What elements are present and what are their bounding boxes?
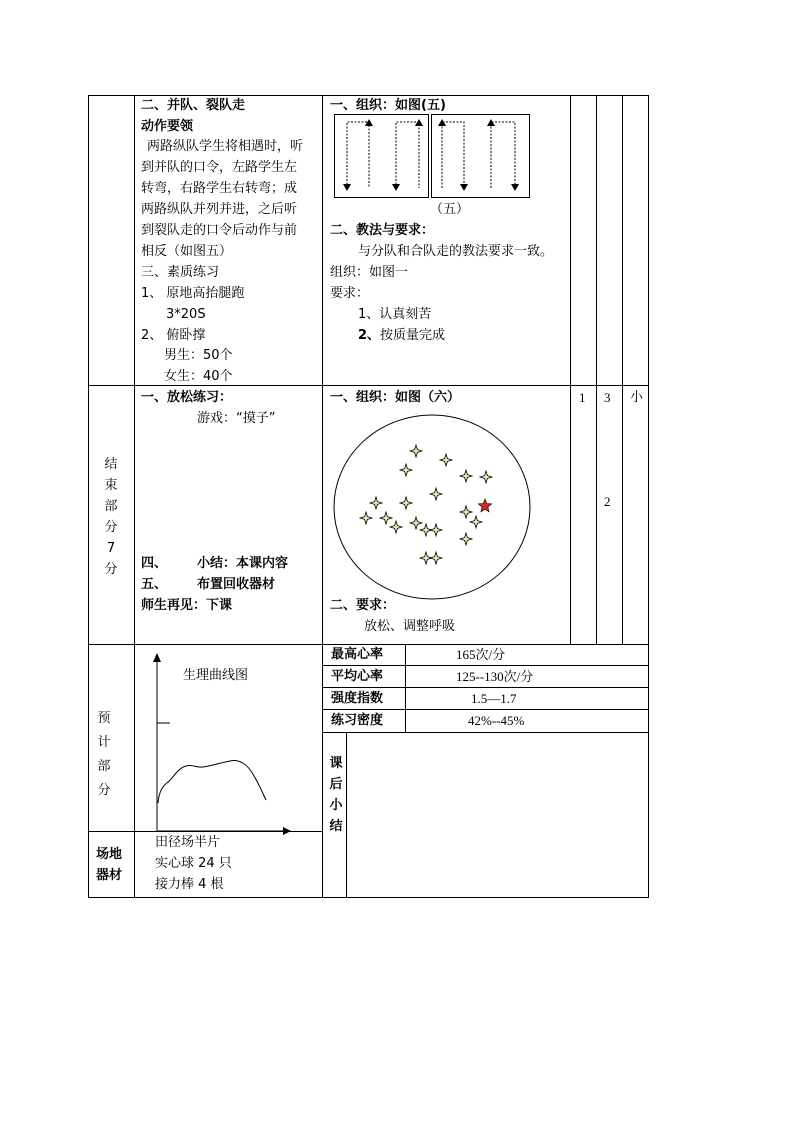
formation-figure-5 bbox=[334, 114, 530, 198]
student-marker-icon bbox=[400, 464, 412, 476]
chart-title: 生理曲线图 bbox=[183, 668, 249, 683]
stat-label-avg-hr: 平均心率 bbox=[331, 669, 384, 684]
drill-paragraph-line-2: 到并队的口令，左路学生左 bbox=[141, 160, 298, 175]
student-marker-icon bbox=[400, 497, 412, 509]
student-marker-icon bbox=[430, 488, 442, 500]
requirements-6-heading: 二、要求： bbox=[330, 598, 396, 613]
catcher-star-icon bbox=[478, 499, 491, 512]
estimate-label-char-4: 分 bbox=[97, 783, 111, 798]
col-a-value: 1 bbox=[579, 390, 586, 405]
equipment-label-line-1: 场地 bbox=[96, 847, 123, 862]
col-b-value-top: 3 bbox=[604, 390, 611, 405]
student-marker-icon bbox=[360, 512, 372, 524]
student-marker-icon bbox=[430, 524, 442, 536]
student-marker-icon bbox=[390, 521, 402, 533]
organization-6-heading: 一、组织：如图（六） bbox=[330, 390, 461, 405]
requirement-1: 1、认真刻苦 bbox=[358, 307, 432, 322]
requirement-2 bbox=[358, 326, 445, 346]
relax-game: 游戏：“摸子” bbox=[197, 411, 276, 426]
stats-line-2 bbox=[322, 687, 649, 688]
heart-rate-curve bbox=[158, 761, 266, 803]
reflection-label-char-1: 课 bbox=[329, 756, 343, 771]
summary-text: 小结：本课内容 bbox=[197, 556, 289, 571]
equipment-item-3: 接力棒 4 根 bbox=[155, 877, 224, 892]
circle-formation-figure-6 bbox=[333, 414, 531, 600]
requirement-2-text: 按质量完成 bbox=[380, 328, 446, 343]
organization-heading: 一、组织：如图(五) bbox=[330, 98, 446, 113]
stats-line-1 bbox=[322, 665, 649, 666]
drill-paragraph-line-5: 到裂队走的口令后动作与前 bbox=[141, 223, 298, 238]
col-divider-4 bbox=[596, 95, 597, 645]
figure-5-caption: （五） bbox=[430, 202, 470, 217]
table-border-right bbox=[648, 95, 649, 898]
estimate-section-label bbox=[94, 707, 114, 803]
drill-paragraph-line-6: 相反（如图五） bbox=[141, 244, 233, 259]
relax-heading: 一、放松练习： bbox=[141, 390, 233, 405]
student-marker-icon bbox=[410, 445, 422, 457]
drill-paragraph-line-1: 两路纵队学生将相遇时，听 bbox=[147, 139, 304, 154]
student-marker-icon bbox=[460, 533, 472, 545]
stat-value-max-hr: 165次/分 bbox=[456, 647, 506, 662]
col-divider-3 bbox=[570, 95, 571, 645]
reflection-label bbox=[326, 753, 346, 837]
reflection-label-char-3: 小 bbox=[329, 798, 343, 813]
boys-count: 男生：50个 bbox=[164, 348, 233, 363]
reflection-label-char-2: 后 bbox=[329, 777, 343, 792]
stat-value-intensity: 1.5—1.7 bbox=[471, 691, 517, 706]
requirements-6-text: 放松、调整呼吸 bbox=[364, 619, 456, 634]
col-divider-2 bbox=[322, 95, 323, 898]
student-marker-icon bbox=[470, 516, 482, 528]
fitness-item-2: 2、 俯卧撑 bbox=[141, 328, 206, 343]
student-marker-icon bbox=[410, 517, 422, 529]
drill-paragraph-line-4: 两路纵队并列并进，之后听 bbox=[141, 202, 298, 217]
method-text: 与分队和合队走的教法要求一致。 bbox=[358, 244, 554, 259]
col-b-value-bottom: 2 bbox=[604, 494, 611, 509]
closing-section-label bbox=[101, 454, 121, 580]
equipment-label-line-2: 器材 bbox=[96, 868, 123, 883]
chart-y-axis-arrow bbox=[153, 653, 161, 662]
closing-label-char-5: 7 bbox=[106, 541, 116, 556]
stat-label-max-hr: 最高心率 bbox=[331, 647, 384, 662]
col-divider-5 bbox=[622, 95, 623, 645]
col-c-value: 小 bbox=[630, 390, 644, 405]
estimate-label-char-2: 计 bbox=[97, 735, 111, 750]
tidy-number: 五、 bbox=[141, 577, 168, 592]
drill-heading: 二、并队、裂队走 bbox=[141, 98, 246, 113]
chart-x-axis-arrow bbox=[283, 827, 291, 835]
organization-text: 组织：如图一 bbox=[330, 265, 409, 280]
table-border-bottom bbox=[88, 897, 649, 898]
tidy-text: 布置回收器材 bbox=[197, 577, 276, 592]
stats-line-4 bbox=[322, 732, 649, 733]
stat-value-avg-hr: 125--130次/分 bbox=[456, 669, 534, 684]
student-marker-icon bbox=[380, 512, 392, 524]
student-marker-icon bbox=[460, 470, 472, 482]
closing-label-char-1: 结 bbox=[104, 457, 118, 472]
stat-label-intensity: 强度指数 bbox=[331, 691, 384, 706]
student-marker-icon bbox=[440, 454, 452, 466]
estimate-label-char-1: 预 bbox=[97, 711, 111, 726]
estimate-label-char-3: 部 bbox=[97, 759, 111, 774]
stats-line-3 bbox=[322, 709, 649, 710]
student-marker-icon bbox=[480, 471, 492, 483]
equipment-item-1: 田径场半片 bbox=[155, 835, 221, 850]
closing-label-char-3: 部 bbox=[104, 499, 118, 514]
stat-label-density: 练习密度 bbox=[331, 713, 384, 728]
farewell-text: 师生再见：下课 bbox=[141, 598, 233, 613]
method-heading: 二、教法与要求： bbox=[330, 223, 435, 238]
drill-paragraph-line-3: 转弯，右路学生右转弯；成 bbox=[141, 181, 298, 196]
student-markers bbox=[360, 445, 492, 564]
stat-value-density: 42%--45% bbox=[468, 713, 525, 728]
reflection-divider bbox=[346, 732, 347, 898]
student-marker-icon bbox=[430, 552, 442, 564]
closing-label-char-4: 分 bbox=[104, 520, 118, 535]
requirements-label: 要求： bbox=[330, 286, 370, 301]
student-marker-icon bbox=[370, 497, 382, 509]
stats-divider bbox=[405, 644, 406, 732]
drill-subheading: 动作要领 bbox=[141, 119, 194, 134]
student-marker-icon bbox=[460, 506, 472, 518]
col-divider-1 bbox=[134, 95, 135, 898]
summary-number: 四、 bbox=[141, 556, 168, 571]
reflection-label-char-4: 结 bbox=[329, 819, 343, 834]
closing-label-char-2: 束 bbox=[104, 478, 118, 493]
table-border-left bbox=[88, 95, 89, 898]
equipment-item-2: 实心球 24 只 bbox=[155, 856, 232, 871]
fitness-heading: 三、素质练习 bbox=[141, 265, 220, 280]
requirement-2-number: 2、 bbox=[358, 328, 381, 343]
closing-label-char-6: 分 bbox=[104, 562, 118, 577]
fitness-item-1-detail: 3*20S bbox=[166, 307, 206, 322]
fitness-item-1: 1、 原地高抬腿跑 bbox=[141, 286, 245, 301]
girls-count: 女生：40个 bbox=[164, 369, 233, 384]
